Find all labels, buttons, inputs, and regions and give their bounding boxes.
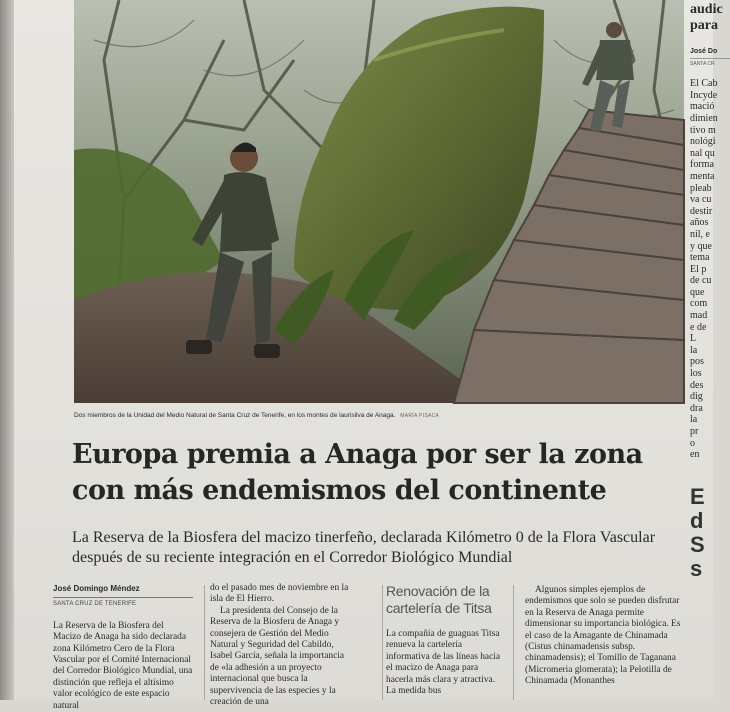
- sidebar-title: Renovación de la cartelería de Titsa: [386, 583, 492, 616]
- neighbor-line: y que: [690, 240, 712, 252]
- neighbor-line: nal qu: [690, 147, 715, 159]
- article-column-1: [53, 583, 193, 712]
- neighbor-headline-line: para: [690, 18, 718, 33]
- neighbor-big-letter: s: [690, 555, 703, 581]
- page-fold-shadow: [0, 0, 14, 700]
- neighbor-line: forma: [690, 159, 714, 171]
- column-4-text: Algunos simples ejemplos de endemismos que solo se pueden disfrutar en la Reserva de Anaga permite dimensionar su importancia biológica. Es el caso de la Amagante de Chinamada (Cistus chinamadensis subsp. chinamadensis); el Tomillo de Taganana (Micromeria glomerata); la Pelotilla de Chinamada (Monanthes: [525, 585, 681, 687]
- neighbor-line: menta: [690, 170, 715, 182]
- caption-text: Dos miembros de la Unidad del Medio Natural de Santa Cruz de Tenerife, en los montes de laurisilva de Anaga.: [74, 412, 396, 419]
- neighbor-big-letter: E: [690, 483, 705, 509]
- neighbor-line: dig: [690, 391, 703, 403]
- neighbor-line: Incyde: [690, 89, 718, 101]
- neighbor-line: L: [690, 333, 697, 345]
- newspaper-page: [14, 0, 723, 711]
- neighbor-line: mació: [690, 101, 715, 113]
- article-photo: [74, 0, 684, 403]
- dateline: SANTA CRUZ DE TENERIFE: [53, 597, 193, 610]
- neighbor-line: la: [690, 344, 698, 356]
- neighbor-line: nológi: [690, 136, 716, 148]
- article-headline: Europa premia a Anaga por ser la zona con más endemismos del continente: [72, 439, 643, 506]
- article-column-4: [525, 585, 685, 688]
- neighbor-big-letters: [690, 485, 730, 581]
- neighbor-headline-line: audic: [690, 2, 723, 17]
- column-1-text: La Reserva de la Biosfera del Macizo de Anaga ha sido declarada zona Kilómetro Cero de la Flora Vascular por el Comité Internacional del Corredor Biológico Mundial, una distinción que refleja el altísimo valor ecológico de este espacio natural: [53, 620, 193, 711]
- neighbor-line: El p: [690, 263, 707, 275]
- neighbor-big-letter: d: [690, 507, 704, 533]
- column-divider: [513, 585, 514, 700]
- neighbor-line: des: [690, 379, 704, 391]
- neighbor-line: dra: [690, 402, 703, 414]
- column-divider: [382, 585, 383, 700]
- neighbor-line: o: [690, 437, 695, 449]
- neighbor-line: años: [690, 217, 709, 229]
- photo-credit: MARÍA PISACA: [400, 413, 440, 419]
- neighbor-headline: [690, 2, 730, 34]
- neighbor-line: mad: [690, 310, 708, 322]
- neighbor-line: com: [690, 298, 708, 310]
- neighbor-line: dimien: [690, 112, 718, 124]
- article-deck: La Reserva de la Biosfera del macizo tinerfeño, declarada Kilómetro 0 de la Flora Vascular después de su reciente integración en el Corredor Biológico Mundial: [72, 529, 656, 566]
- column-2-text-b: La presidenta del Consejo de la Reserva de la Biosfera de Anaga y consejera de Gestión del Medio Natural y Seguridad del Cabildo, Isabel García, señala la importancia de «la adhesión a un proyecto internacional que busca la supervivencia de las especies y la creación de una: [210, 605, 345, 708]
- neighbor-line: e de: [690, 321, 707, 333]
- neighbor-body: [690, 78, 730, 461]
- column-2-text-a: do el pasado mes de noviembre en la isla de El Hierro.: [210, 583, 349, 605]
- neighbor-line: la: [690, 414, 698, 426]
- neighbor-line: los: [690, 368, 702, 380]
- neighbor-line: que: [690, 286, 705, 298]
- sidebar-text: La compañía de guaguas Titsa renueva la cartelería informativa de las líneas hacia el macizo de Anaga para hacerla más clara y atractiva. La medida bus: [386, 629, 501, 697]
- sidebar-box: [386, 583, 506, 697]
- neighbor-line: El Cab: [690, 78, 718, 90]
- photo-caption: [74, 412, 684, 419]
- neighbor-author: José Do: [690, 48, 718, 55]
- author-byline: José Domingo Méndez: [53, 584, 140, 593]
- neighbor-article: [690, 0, 730, 700]
- neighbor-line: pleab: [690, 182, 712, 194]
- neighbor-line: va cu: [690, 194, 712, 206]
- neighbor-line: de cu: [690, 275, 712, 287]
- article-column-2: [210, 583, 350, 708]
- neighbor-line: tema: [690, 252, 710, 264]
- column-divider: [204, 585, 205, 700]
- neighbor-place: SANTA CR: [690, 58, 730, 71]
- neighbor-line: pr: [690, 426, 699, 437]
- neighbor-big-letter: S: [690, 531, 705, 557]
- neighbor-line: en: [690, 449, 700, 461]
- neighbor-line: destir: [690, 205, 713, 217]
- neighbor-line: tivo m: [690, 124, 716, 136]
- neighbor-line: nil, e: [690, 228, 710, 240]
- neighbor-line: pos: [690, 356, 704, 368]
